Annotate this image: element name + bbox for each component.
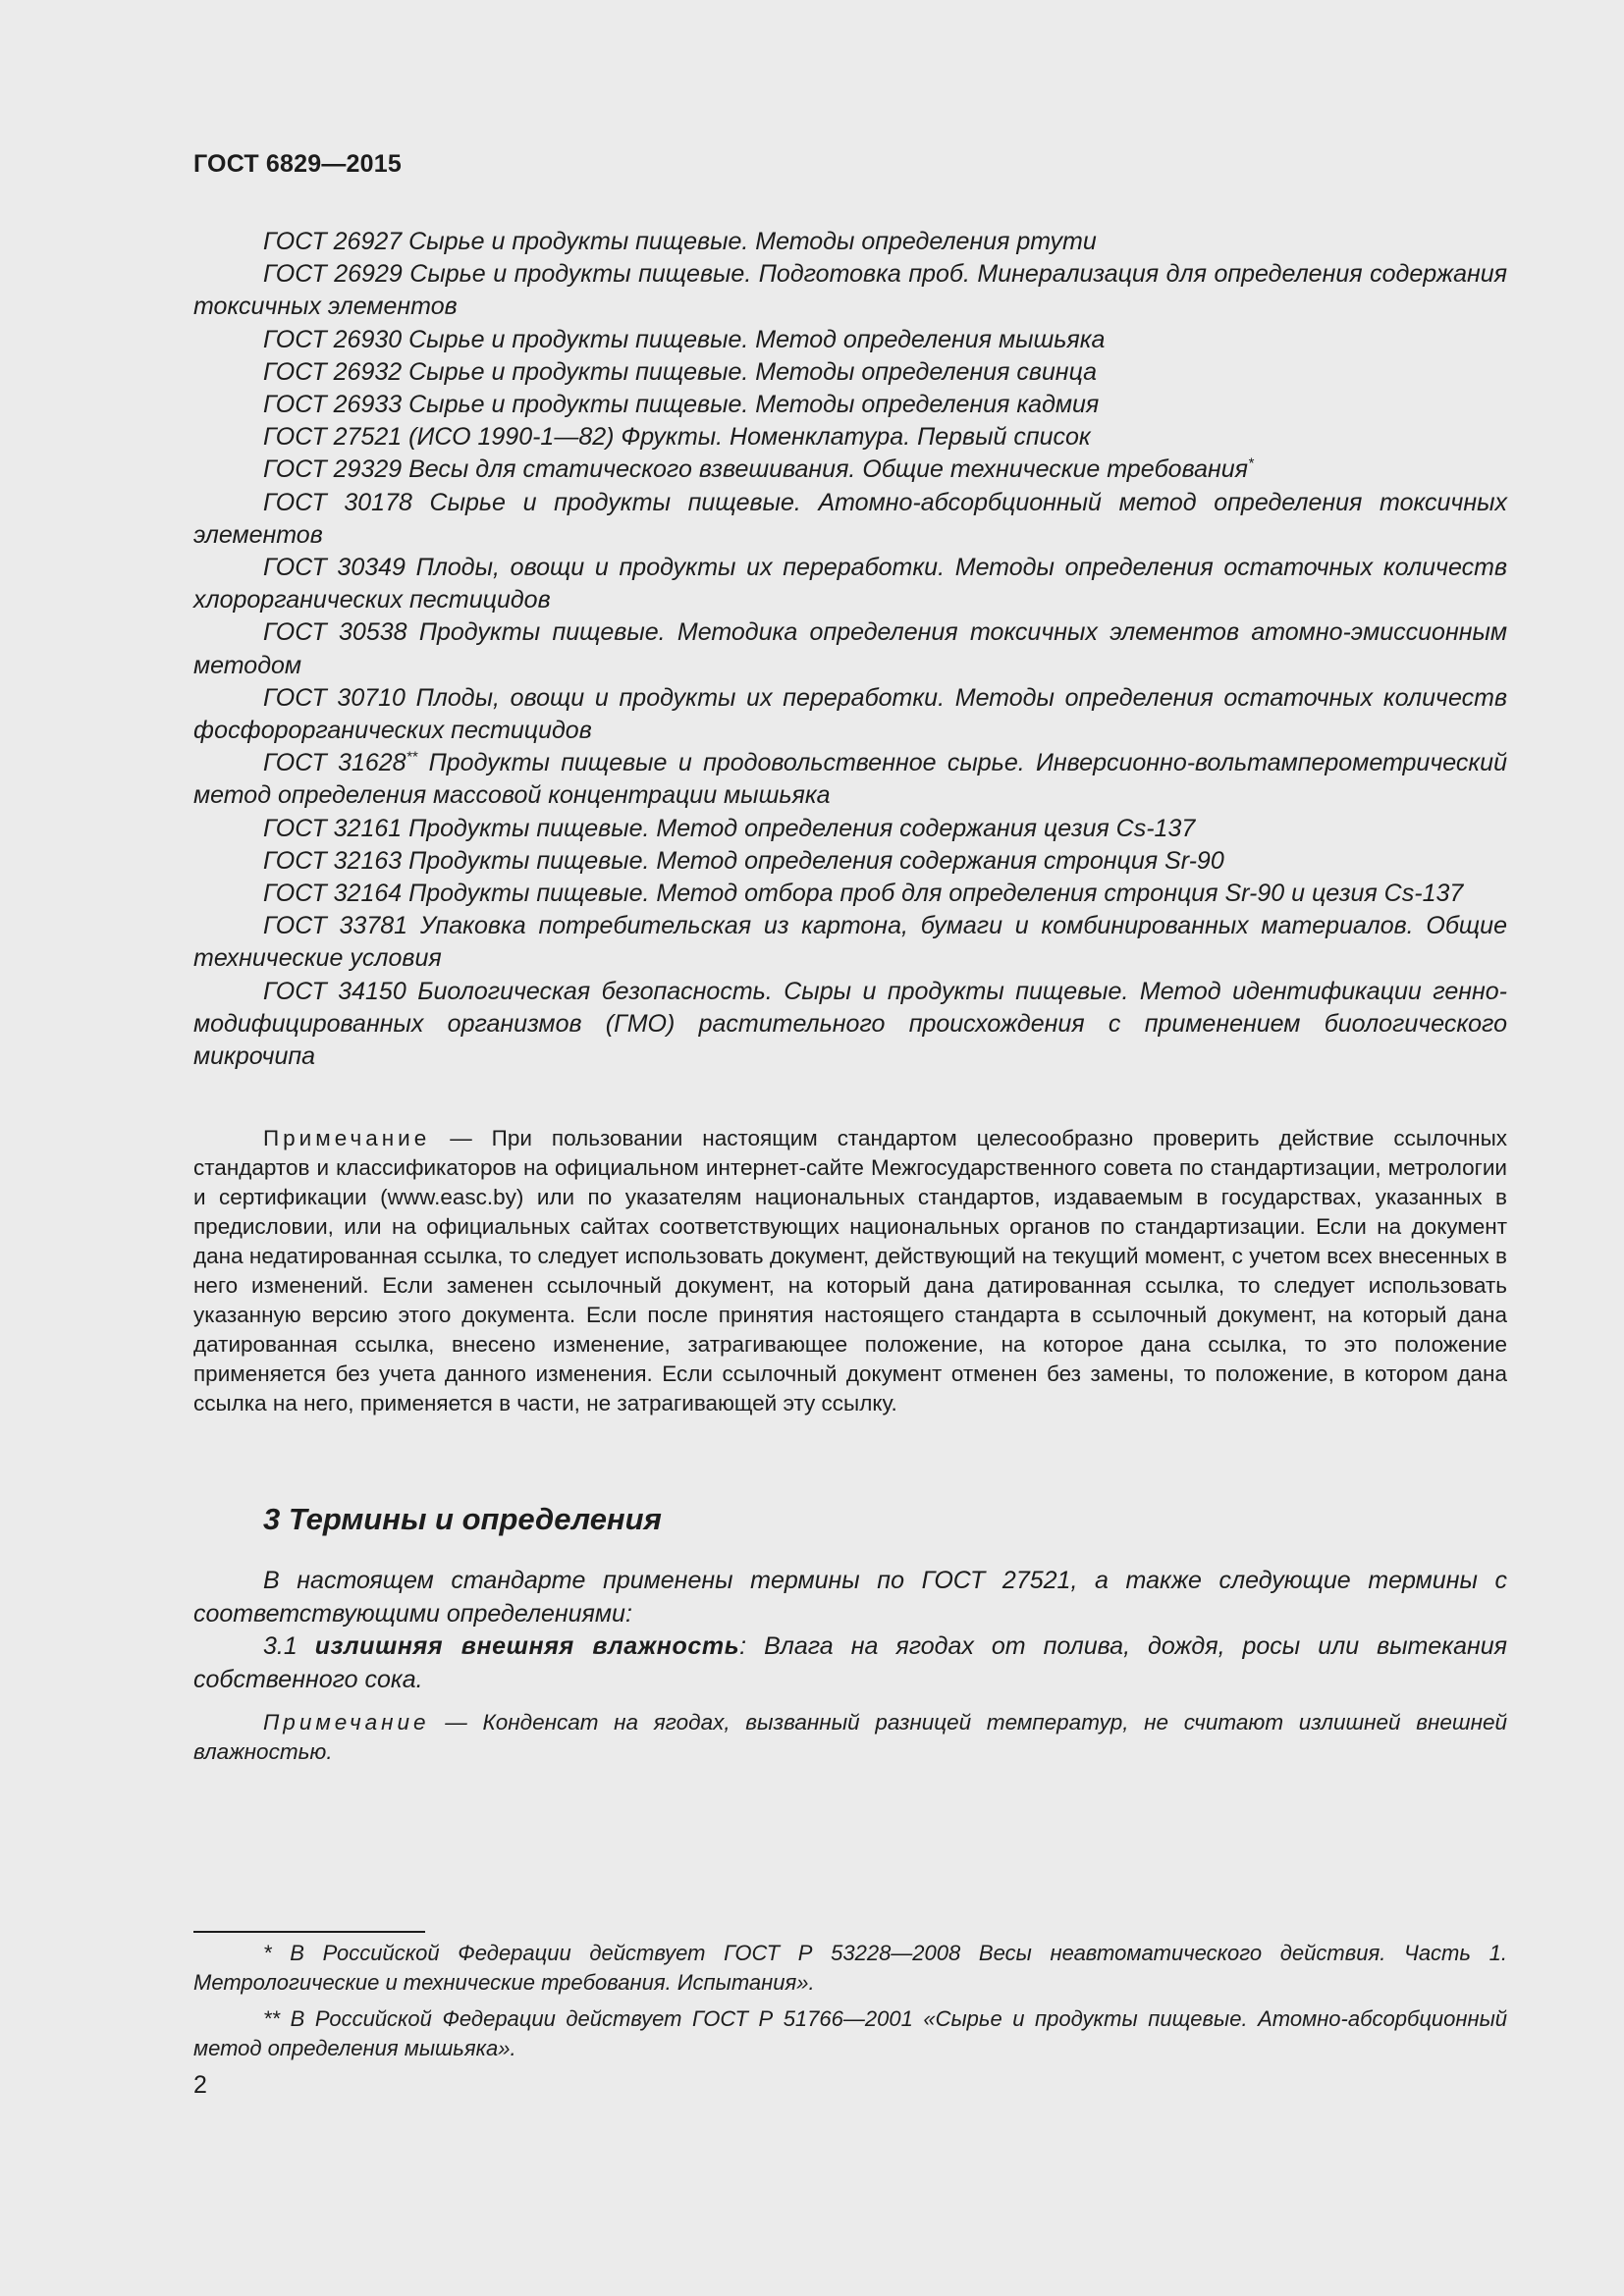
note-paragraph: Примечание — Конденсат на ягодах, вызванный разницей температур, не считают излишней внешней влажностью. [193, 1710, 1507, 1764]
reference-item: ГОСТ 26927 Сырье и продукты пищевые. Методы определения ртути [263, 228, 1097, 255]
footnote: ** В Российской Федерации действует ГОСТ Р 51766—2001 «Сырье и продукты пищевые. Атомно-абсорбционный метод определения мышьяка». [193, 2006, 1507, 2060]
reference-item: ГОСТ 26929 Сырье и продукты пищевые. Подготовка проб. Минерализация для определения содержания токсичных элементов [193, 260, 1507, 321]
reference-item: ГОСТ 26930 Сырье и продукты пищевые. Метод определения мышьяка [263, 325, 1106, 353]
term-name: излишняя внешняя влажность [314, 1632, 740, 1660]
reference-item: ГОСТ 30538 Продукты пищевые. Методика определения токсичных элементов атомно-эмиссионным методом [193, 618, 1507, 679]
section-title: 3 Термины и определения [263, 1502, 662, 1536]
page-number: 2 [193, 2071, 207, 2099]
references-note [193, 1124, 1507, 1418]
reference-item: ГОСТ 32161 Продукты пищевые. Метод определения содержания цезия Cs-137 [263, 814, 1196, 842]
reference-item: ГОСТ 30710 Плоды, овощи и продукты их переработки. Методы определения остаточных количеств фосфорорганических пестицидов [193, 683, 1507, 745]
reference-item: ГОСТ 31628** Продукты пищевые и продовольственное сырье. Инверсионно-вольтамперометрический метод определения массовой концентрации мышьяка [193, 748, 1507, 810]
reference-item: ГОСТ 30349 Плоды, овощи и продукты их переработки. Методы определения остаточных количеств хлорорганических пестицидов [193, 554, 1507, 614]
reference-item: ГОСТ 32163 Продукты пищевые. Метод определения содержания стронция Sr-90 [263, 846, 1224, 875]
reference-item: ГОСТ 26932 Сырье и продукты пищевые. Методы определения свинца [263, 357, 1098, 386]
terms-intro: В настоящем стандарте применены термины по ГОСТ 27521, а также следующие термины с соответствующими определениями: [193, 1567, 1507, 1628]
reference-item: ГОСТ 34150 Биологическая безопасность. Сыры и продукты пищевые. Метод идентификации генно-модифицированных организмов (ГМО) растительного происхождения с применением биологического микрочипа [193, 977, 1507, 1071]
terms-section [193, 1565, 1507, 1696]
footnotes [193, 1939, 1507, 2070]
footnote-mark: ** [406, 748, 418, 766]
reference-item: ГОСТ 33781 Упаковка потребительская из картона, бумаги и комбинированных материалов. Общие технические условия [193, 912, 1507, 973]
reference-item: ГОСТ 30178 Сырье и продукты пищевые. Атомно-абсорбционный метод определения токсичных элементов [193, 488, 1507, 549]
note-label: Примечание [263, 1710, 430, 1735]
term-note [193, 1708, 1507, 1767]
footnote-divider [193, 1931, 425, 1933]
reference-item: ГОСТ 32164 Продукты пищевые. Метод отбора проб для определения стронция Sr-90 и цезия Cs-137 [263, 880, 1464, 908]
reference-item: ГОСТ 29329 Весы для статического взвешивания. Общие технические требования* [263, 455, 1254, 484]
reference-item: ГОСТ 27521 (ИСО 1990-1—82) Фрукты. Номенклатура. Первый список [263, 423, 1091, 452]
term-definition: 3.1 излишняя внешняя влажность: Влага на ягодах от полива, дождя, росы или вытекания собственного сока. [193, 1632, 1507, 1693]
footnote-mark: * [1248, 455, 1254, 473]
footnote: * В Российской Федерации действует ГОСТ Р 53228—2008 Весы неавтоматического действия. Часть 1. Метрологические и технические требования. Испытания». [193, 1941, 1507, 1995]
note-paragraph: Примечание — При пользовании настоящим стандартом целесообразно проверить действие ссылочных стандартов и классификаторов на официальном интернет-сайте Межгосударственного совета по стандартизации, метрологии и сертификации (www.easc.by) или по указателям национальных стандартов, издаваемым в государствах, указанных в предисловии, или на официальных сайтах соответствующих национальных органов по стандартизации. Если на документ дана недатированная ссылка, то следует использовать документ, действующий на текущий момент, с учетом всех внесенных в него изменений. Если заменен ссылочный документ, на который дана датированная ссылка, то следует использовать указанную версию этого документа. Если после принятия настоящего стандарта в ссылочный документ, на который дана датированная ссылка, внесено изменение, затрагивающее положение, на которое дана ссылка, то это положение применяется без учета данного изменения. Если ссылочный документ отменен без замены, то положение, в котором дана ссылка на него, применяется в части, не затрагивающей эту ссылку. [193, 1126, 1507, 1415]
normative-references-list [193, 226, 1507, 1073]
document-header: ГОСТ 6829—2015 [193, 150, 402, 178]
reference-item: ГОСТ 26933 Сырье и продукты пищевые. Методы определения кадмия [263, 391, 1100, 419]
note-label: Примечание [263, 1126, 431, 1150]
